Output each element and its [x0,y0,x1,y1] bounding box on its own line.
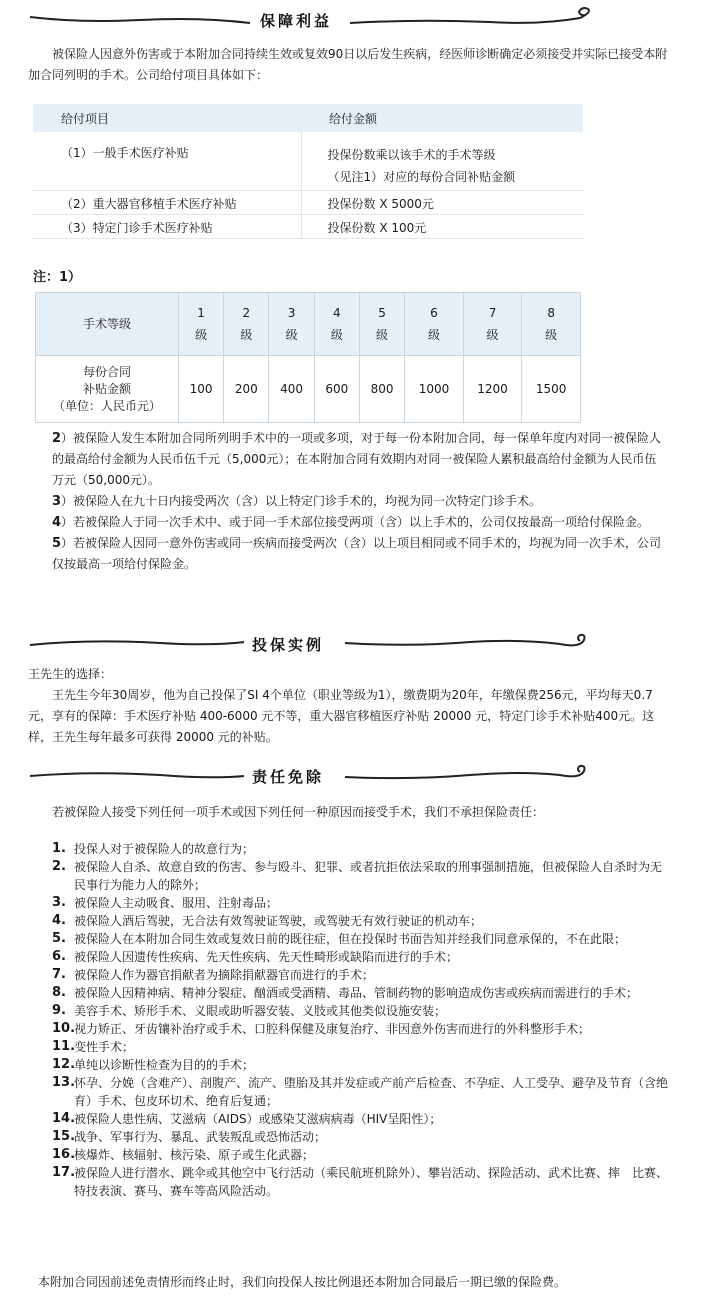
list-item: 6. 被保险人因遗传性疾病、先天性疾病、先天性畸形或缺陷而进行的手术； [52,949,459,964]
amount-cell: 800 [359,356,404,423]
list-item: 17. 被保险人进行潜水、跳伞或其他空中飞行活动（乘民航班机除外）、攀岩活动、探险活动、武术比赛、摔 比赛、特技表演、赛马、赛车等高风险活动。 [52,1165,669,1198]
benefit-col-header-item: 给付项目 [33,104,301,132]
list-item: 7. 被保险人作为器官捐献者为摘除捐献器官而进行的手术； [52,967,375,982]
amount-cell: 100 [179,356,224,423]
list-item: 3. 被保险人主动吸食、服用、注射毒品； [52,895,279,910]
amount-row-label: 每份合同 补贴金额 （单位：人民币元） [36,356,179,423]
benefit-amount-line1: 投保份数乘以该手术的手术等级 [327,148,496,162]
wavy-divider-icon [0,6,705,36]
exclusions-closing: 本附加合同因前述免责情形而终止时，我们向投保人按比例退还本附加合同最后一期已缴的保险费。 [38,1275,567,1289]
list-item: 8. 被保险人因精神病、精神分裂症、酗酒或受酒精、毒品、管制药物的影响造成伤害或疾病而需进行的手术； [52,985,639,1000]
list-item: 9. 美容手术、矫形手术、义眼或助听器安装、义肢或其他类似设施安装； [52,1003,447,1018]
grade-table [35,292,581,423]
note-item: 2）被保险人发生本附加合同所列明手术中的一项或多项，对于每一份本附加合同，每一保单年度内对同一被保险人的最高给付金额为人民币伍千元（5,000元）；在本附加合同有效期内对同一被保险人累积最高给付金额为人民币伍万元（50,000元）。 [52,431,662,487]
exclusions-intro: 若被保险人接受下列任何一项手术或因下列任何一种原因而接受手术，我们不承担保险责任： [52,805,545,819]
note-item: 5）若被保险人因同一意外伤害或同一疾病而接受两次（含）以上项目相同或不同手术的，均视为同一次手术，公司仅按最高一项给付保险金。 [52,536,662,571]
benefit-amount: 投保份数 X 100元 [301,214,583,238]
table-row [33,190,583,214]
example-person: 王先生的选择： [28,667,113,681]
example-title: 投保实例 [244,634,332,655]
table-row [33,214,583,238]
benefits-intro: 被保险人因意外伤害或于本附加合同持续生效或复效90日以后发生疾病，经医师诊断确定必须接受并实际已接受本附加合同列明的手术。公司给付项目具体如下： [28,47,668,82]
exclusions-list [52,840,672,1200]
grade-cell: 8 级 [522,293,581,356]
grade-cell: 6 级 [405,293,464,356]
benefit-amount [301,132,583,190]
table-row [33,132,583,190]
list-item: 15. 战争、军事行为、暴乱、武装叛乱或恐怖活动； [52,1129,327,1144]
benefits-section-header [0,6,705,36]
benefit-amount-line2: （见注1）对应的每份合同补贴金额 [327,170,516,184]
example-text: 王先生今年30周岁，他为自己投保了SI 4个单位（职业等级为1），缴费期为20年，年缴保费256元，平均每天0.7元，享有的保障：手术医疗补贴 400-6000 元不等，重大器官移植医疗补贴 20000 元，特定门诊手术补贴400元。这样，王先生每年最多可获得 20000 元的补贴。 [28,688,655,744]
list-item: 1. 投保人对于被保险人的故意行为； [52,841,255,856]
amount-cell: 1500 [522,356,581,423]
grade-row-label: 手术等级 [36,293,179,356]
benefit-item: （1）一般手术医疗补贴 [33,132,301,190]
grade-row [36,293,581,356]
grade-cell: 5 级 [359,293,404,356]
list-item: 10. 视力矫正、牙齿镶补治疗或手术、口腔科保健及康复治疗、非因意外伤害而进行的外科整形手术； [52,1021,591,1036]
benefit-table [33,104,583,239]
benefit-item: （3）特定门诊手术医疗补贴 [33,214,301,238]
list-item: 5. 被保险人在本附加合同生效或复效日前的既往症，但在投保时书面告知并经我们同意承保的，不在此限； [52,931,627,946]
list-item: 11. 变性手术； [52,1039,135,1054]
grade-cell: 2 级 [224,293,269,356]
note-item: 3）被保险人在九十日内接受两次（含）以上特定门诊手术的，均视为同一次特定门诊手术。 [52,494,542,509]
amount-cell: 1200 [463,356,522,423]
amount-row [36,356,581,423]
wavy-divider-icon [0,762,705,792]
list-item: 16. 核爆炸、核辐射、核污染、原子或生化武器； [52,1147,315,1162]
grade-cell: 4 级 [314,293,359,356]
list-item: 12. 单纯以诊断性检查为目的的手术； [52,1057,255,1072]
amount-cell: 600 [314,356,359,423]
wavy-divider-icon [0,630,705,660]
list-item: 14. 被保险人患性病、艾滋病（AIDS）或感染艾滋病病毒（HIV呈阳性）； [52,1111,442,1126]
example-section-header [0,630,705,660]
benefit-item: （2）重大器官移植手术医疗补贴 [33,190,301,214]
amount-cell: 200 [224,356,269,423]
list-item: 13. 怀孕、分娩（含难产）、剖腹产、流产、堕胎及其并发症或产前产后检查、不孕症、人工受孕、避孕及节育（含绝育）手术、包皮环切术、绝育后复通； [52,1075,669,1108]
benefit-col-header-amount: 给付金额 [301,104,583,132]
notes-block [52,428,662,575]
amount-cell: 1000 [405,356,464,423]
grade-cell: 1 级 [179,293,224,356]
list-item: 2. 被保险人自杀、故意自致的伤害、参与殴斗、犯罪、或者抗拒依法采取的刑事强制措施，但被保险人自杀时为无民事行为能力人的除外； [52,859,663,892]
note-label: 注：1） [33,270,82,285]
grade-cell: 3 级 [269,293,314,356]
exclusions-section-header [0,762,705,792]
grade-cell: 7 级 [463,293,522,356]
amount-cell: 400 [269,356,314,423]
list-item: 4. 被保险人酒后驾驶，无合法有效驾驶证驾驶，或驾驶无有效行驶证的机动车； [52,913,483,928]
exclusions-title: 责任免除 [244,766,332,787]
note-item: 4）若被保险人于同一次手术中、或于同一手术部位接受两项（含）以上手术的，公司仅按最高一项给付保险金。 [52,515,650,530]
benefits-title: 保障利益 [252,10,340,31]
benefit-amount: 投保份数 X 5000元 [301,190,583,214]
